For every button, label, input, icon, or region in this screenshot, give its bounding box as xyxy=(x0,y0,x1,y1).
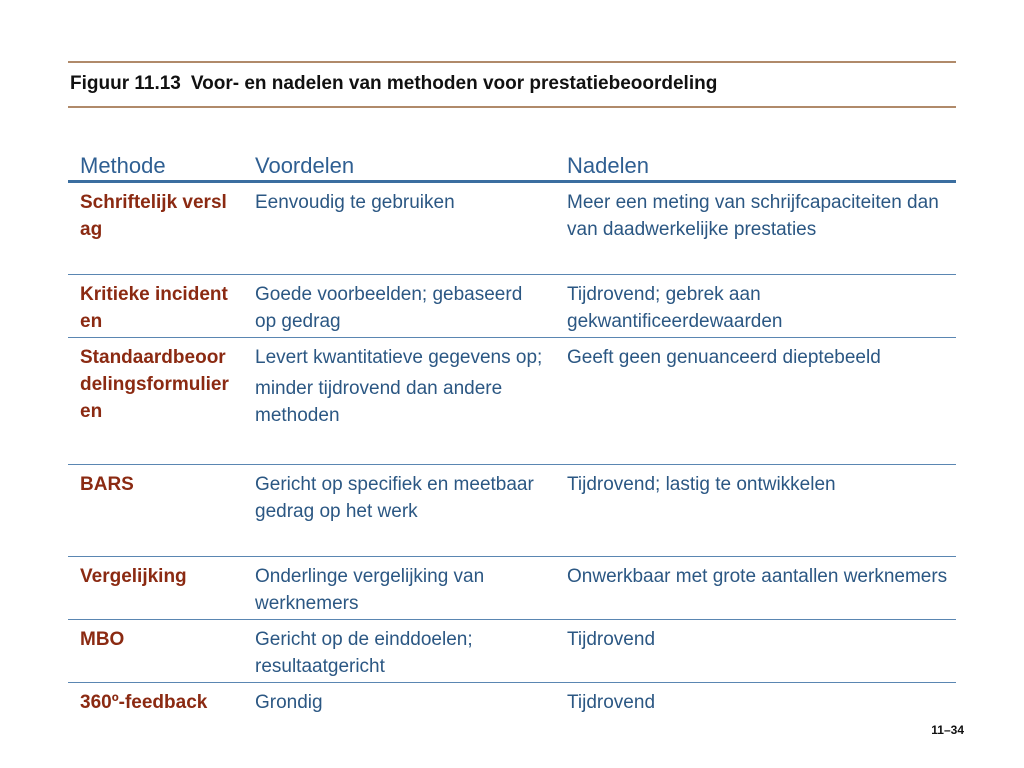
advantages-cell xyxy=(243,620,555,682)
table-row xyxy=(68,465,956,557)
disadvantages-cell: Tijdrovend xyxy=(567,692,656,713)
table-row xyxy=(68,338,956,465)
advantages-cell xyxy=(243,465,555,556)
advantage-text: Onderlinge vergelijking van werknemers xyxy=(255,566,485,614)
advantage-text: Gericht op specifiek en meetbaar gedrag op het werk xyxy=(255,474,534,522)
advantage-text: Eenvoudig te gebruiken xyxy=(255,192,455,213)
method-cell: MBO xyxy=(80,629,125,650)
figure-label: Figuur 11.13 xyxy=(70,73,181,94)
advantages-cell xyxy=(243,557,555,619)
table-row xyxy=(68,683,956,719)
method-cell: Standaardbeoordelingsformulieren xyxy=(80,347,229,422)
header-method: Methode xyxy=(80,153,166,178)
advantages-cell xyxy=(243,275,555,337)
advantages-cell xyxy=(243,338,555,464)
table-row xyxy=(68,275,956,338)
advantage-text: minder tijdrovend dan andere methoden xyxy=(255,378,503,426)
advantage-text: Gericht op de einddoelen; resultaatgericht xyxy=(255,629,473,677)
table-header xyxy=(68,140,956,183)
disadvantages-cell: Onwerkbaar met grote aantallen werknemers xyxy=(567,566,948,587)
method-cell: Kritieke incidenten xyxy=(80,284,228,332)
figure-caption: Voor- en nadelen van methoden voor prestatiebeoordeling xyxy=(190,73,718,94)
advantage-text: Levert kwantitatieve gegevens op; xyxy=(255,347,543,368)
bottom-rule xyxy=(68,106,956,108)
method-cell: 360º-feedback xyxy=(80,692,208,713)
disadvantages-cell: Tijdrovend xyxy=(567,629,656,650)
advantages-cell xyxy=(243,683,555,719)
comparison-table xyxy=(68,140,956,719)
method-cell: Schriftelijk verslag xyxy=(80,192,227,240)
method-cell: Vergelijking xyxy=(80,566,187,587)
disadvantages-cell: Tijdrovend; gebrek aan gekwantificeerdewaarden xyxy=(567,284,783,332)
disadvantages-cell: Tijdrovend; lastig te ontwikkelen xyxy=(567,474,836,495)
top-rule xyxy=(68,61,956,63)
header-disadvantages: Nadelen xyxy=(567,153,649,178)
advantage-text: Grondig xyxy=(255,692,323,713)
table-row xyxy=(68,557,956,620)
header-advantages: Voordelen xyxy=(255,153,355,178)
table-row xyxy=(68,620,956,683)
figure-title xyxy=(70,73,950,95)
method-cell: BARS xyxy=(80,474,134,495)
disadvantages-cell: Meer een meting van schrijfcapaciteiten dan van daadwerkelijke prestaties xyxy=(567,192,939,240)
advantages-cell xyxy=(243,183,555,274)
page-number: 11–34 xyxy=(931,723,964,737)
disadvantages-cell: Geeft geen genuanceerd dieptebeeld xyxy=(567,347,881,368)
table-row xyxy=(68,183,956,275)
advantage-text: Goede voorbeelden; gebaseerd op gedrag xyxy=(255,284,523,332)
